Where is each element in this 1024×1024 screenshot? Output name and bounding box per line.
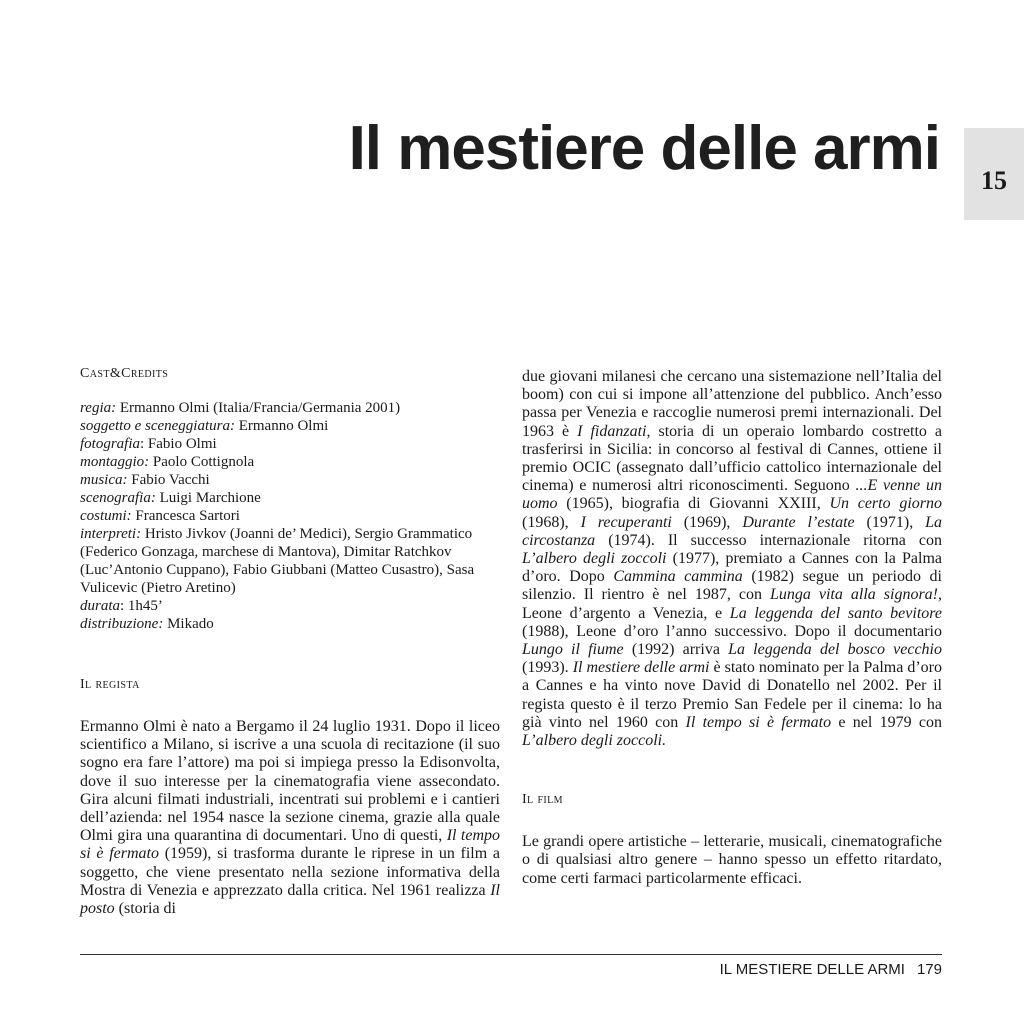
biography-text: (1982) segue un periodo di silenzio. Il rientro è nel 1987, con (522, 568, 943, 604)
film-title-italic: Il tempo si è fermato (80, 827, 501, 863)
film-title-italic: I recuperanti (580, 513, 672, 531)
chapter-number: 15 (981, 166, 1007, 195)
biography-text: è stato nominato per la Palma d’oro a Cannes e ha vinto nove David di Donatello nel 2002. Per il regista questo è il terzo Premio San Fedele per il cinema: lo ha già vinto nel 1960 con (522, 659, 943, 731)
chapter-tab (964, 128, 1024, 220)
film-title-italic: Cammina cammina (613, 568, 743, 586)
credit-value: Ermanno Olmi (234, 418, 329, 434)
page-footer (720, 961, 942, 978)
credit-item (80, 417, 500, 435)
film-title-italic: Il tempo si è fermato (685, 713, 832, 731)
film-title-italic: Durante l’estate (742, 513, 855, 531)
film-title-italic: La leggenda del santo bevitore (729, 604, 942, 622)
running-title: IL MESTIERE DELLE ARMI (719, 961, 905, 978)
film-heading: Il film (522, 792, 563, 808)
credit-label: montaggio: (80, 454, 150, 470)
credit-value: Luigi Marchione (155, 490, 261, 506)
biography-text: (1965), biografia di Giovanni XXIII, (557, 495, 830, 513)
film-title-italic: Il mestiere delle armi (572, 659, 710, 677)
biography-text: (1993). (522, 659, 573, 677)
biography-text: (1969), (671, 513, 743, 531)
credit-label: fotografia (80, 436, 141, 452)
credit-label: interpreti: (80, 526, 142, 542)
regista-text: (1959), si trasforma durante le riprese in un film a soggetto, che viene presentato nella sezione informativa della Mostra di Venezia e apprezzato dalla critica. Nel 1961 realizza (80, 845, 501, 899)
film-title-italic: Lunga vita alla signora! (769, 586, 939, 604)
credit-value: : Fabio Olmi (140, 436, 217, 452)
film-title-italic: Lungo il fiume (522, 641, 624, 659)
biography-text: (1977), premiato a Cannes con la Palma d’oro. Dopo (522, 550, 943, 586)
biography-text: (1971), (854, 513, 926, 531)
biography-text: , Leone d’argento a Venezia, e (522, 586, 943, 622)
right-column (522, 368, 942, 888)
credit-label: regia: (80, 400, 117, 416)
credit-item (80, 525, 500, 597)
biography-continued-paragraph (522, 368, 942, 750)
biography-text: (1974). Il successo internazionale ritorna con (595, 531, 942, 549)
biography-text: (1992) arriva (623, 641, 729, 659)
credit-value: Paolo Cottignola (149, 454, 255, 470)
credit-item (80, 507, 500, 525)
regista-heading: Il regista (80, 677, 140, 692)
credit-label: musica: (80, 472, 128, 488)
left-column (80, 366, 500, 918)
film-title-italic: L’albero degli zoccoli. (522, 732, 667, 750)
credit-label: durata (80, 598, 121, 614)
regista-text: (storia di (114, 900, 176, 918)
biography-text: (1968), (522, 513, 581, 531)
film-title-italic: ...E venne un uomo (522, 477, 943, 513)
credit-label: scenografia: (80, 490, 156, 506)
film-title-italic: Un certo giorno (829, 495, 942, 513)
credit-item (80, 615, 500, 633)
regista-paragraph (80, 718, 500, 918)
credit-item (80, 453, 500, 471)
film-title-italic: L’albero degli zoccoli (522, 550, 667, 568)
film-title-italic: La circostanza (522, 513, 943, 549)
credit-value: Francesca Sartori (131, 508, 240, 524)
credit-item (80, 435, 500, 453)
credit-value: Hristo Jivkov (Joanni de’ Medici), Sergio Grammatico (Federico Gonzaga, marchese di Mantova), Dimitar Ratchkov (Luc’Antonio Cuppano), Fabio Giubbani (Matteo Cusastro), Sasa Vulicevic (Pietro Aretino) (80, 526, 475, 596)
credit-item (80, 399, 500, 417)
credit-label: soggetto e sceneggiatura: (80, 418, 235, 434)
film-title-italic: La leggenda del bosco vecchio (728, 641, 942, 659)
credit-value: Mikado (163, 616, 214, 632)
credit-value: : 1h45’ (120, 598, 163, 614)
biography-text: (1988), Leone d’oro l’anno successivo. Dopo il documentario (522, 622, 942, 640)
biography-text: due giovani milanesi che cercano una sistemazione nell’Italia del boom) con cui si impone all’attenzione del pubblico. Anch’esso passa per Venezia e raccoglie numerosi premi internazionali. Del 1963 è (522, 368, 942, 440)
page-number: 179 (916, 961, 942, 978)
credits-list (80, 399, 500, 633)
credit-label: distribuzione: (80, 616, 164, 632)
biography-text: , storia di un operaio lombardo costretto a trasferirsi in Sicilia: in concorso al festival di Cannes, ottiene il premio OCIC (assegnato dall’ufficio cattolico internazionale del cinema) e numerosi altri riconoscimenti. Seguono (522, 422, 942, 495)
credit-value: Fabio Vacchi (127, 472, 210, 488)
cast-credits-heading: Cast&Credits (80, 366, 169, 381)
film-title-italic: I fidanzati (577, 422, 647, 440)
credit-label: costumi: (80, 508, 132, 524)
film-title-italic: Il posto (80, 881, 500, 918)
credit-item (80, 597, 500, 615)
credit-item (80, 489, 500, 507)
film-paragraph: Le grandi opere artistiche – letterarie, musicali, cinematografiche o di qualsiasi altro genere – hanno spesso un effetto ritardato, come certi farmaci particolarmente efficaci. (522, 833, 942, 887)
credit-value: Ermanno Olmi (Italia/Francia/Germania 2001) (116, 400, 401, 416)
regista-text: Ermanno Olmi è nato a Bergamo il 24 luglio 1931. Dopo il liceo scientifico a Milano, si iscrive a una scuola di recitazione (il suo sogno era fare l’attore) ma poi si impiega presso la Edisonvolta, dove il suo interesse per la cinematografia viene assecondato. Gira alcuni filmati industriali, incentrati sui problemi e i cantieri dell’azienda: nel 1954 nasce la sezione cinema, grazie alla quale Olmi gira una quarantina di documentari. Uno di questi, (80, 718, 500, 845)
biography-text: e nel 1979 con (831, 713, 943, 731)
page-title: Il mestiere delle armi (348, 114, 940, 183)
credit-item (80, 471, 500, 489)
footer-rule (80, 954, 942, 955)
